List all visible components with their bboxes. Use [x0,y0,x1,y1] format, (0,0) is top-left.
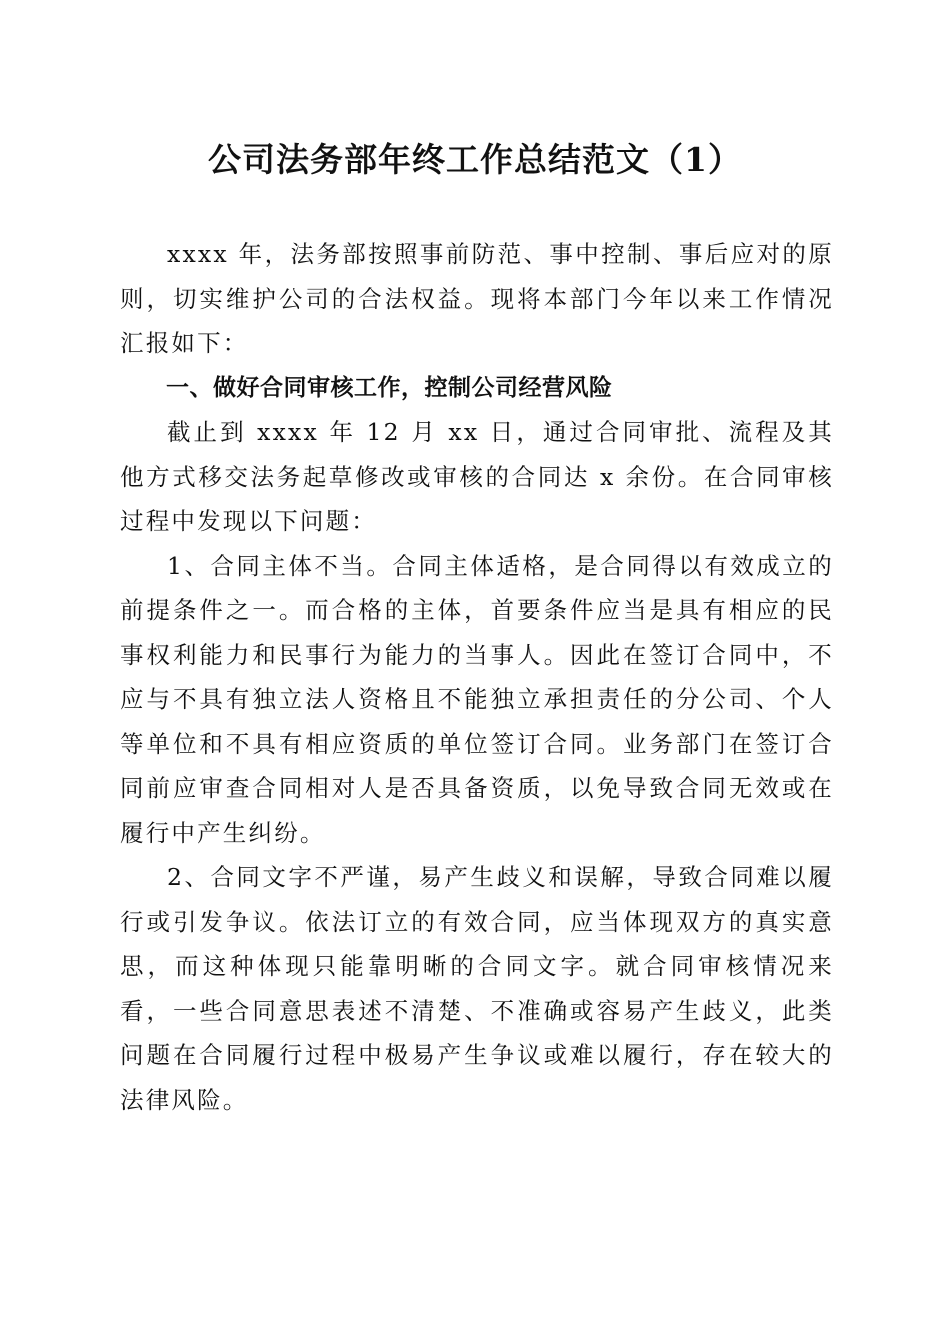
document-body [120,232,834,1122]
intro-paragraph: xxxx 年，法务部按照事前防范、事中控制、事后应对的原则，切实维护公司的合法权益。现将本部门今年以来工作情况汇报如下： [120,240,834,357]
section-heading: 一、做好合同审核工作，控制公司经营风险 [166,374,613,401]
contract-review-paragraph: 截止到 xxxx 年 12 月 xx 日，通过合同审批、流程及其他方式移交法务起草修改或审核的合同达 x 余份。在合同审核过程中发现以下问题： [120,418,834,535]
document-title: 公司法务部年终工作总结范文（1） [208,140,742,179]
issue-2-paragraph: 2、合同文字不严谨，易产生歧义和误解，导致合同难以履行或引发争议。依法订立的有效合同，应当体现双方的真实意思，而这种体现只能靠明晰的合同文字。就合同审核情况来看，一些合同意思表述不清楚、不准确或容易产生歧义，此类问题在合同履行过程中极易产生争议或难以履行，存在较大的法律风险。 [120,863,834,1114]
issue-1-paragraph: 1、合同主体不当。合同主体适格，是合同得以有效成立的前提条件之一。而合格的主体，首要条件应当是具有相应的民事权利能力和民事行为能力的当事人。因此在签订合同中，不应与不具有独立法人资格且不能独立承担责任的分公司、个人等单位和不具有相应资质的单位签订合同。业务部门在签订合同前应审查合同相对人是否具备资质，以免导致合同无效或在履行中产生纠纷。 [120,551,834,847]
